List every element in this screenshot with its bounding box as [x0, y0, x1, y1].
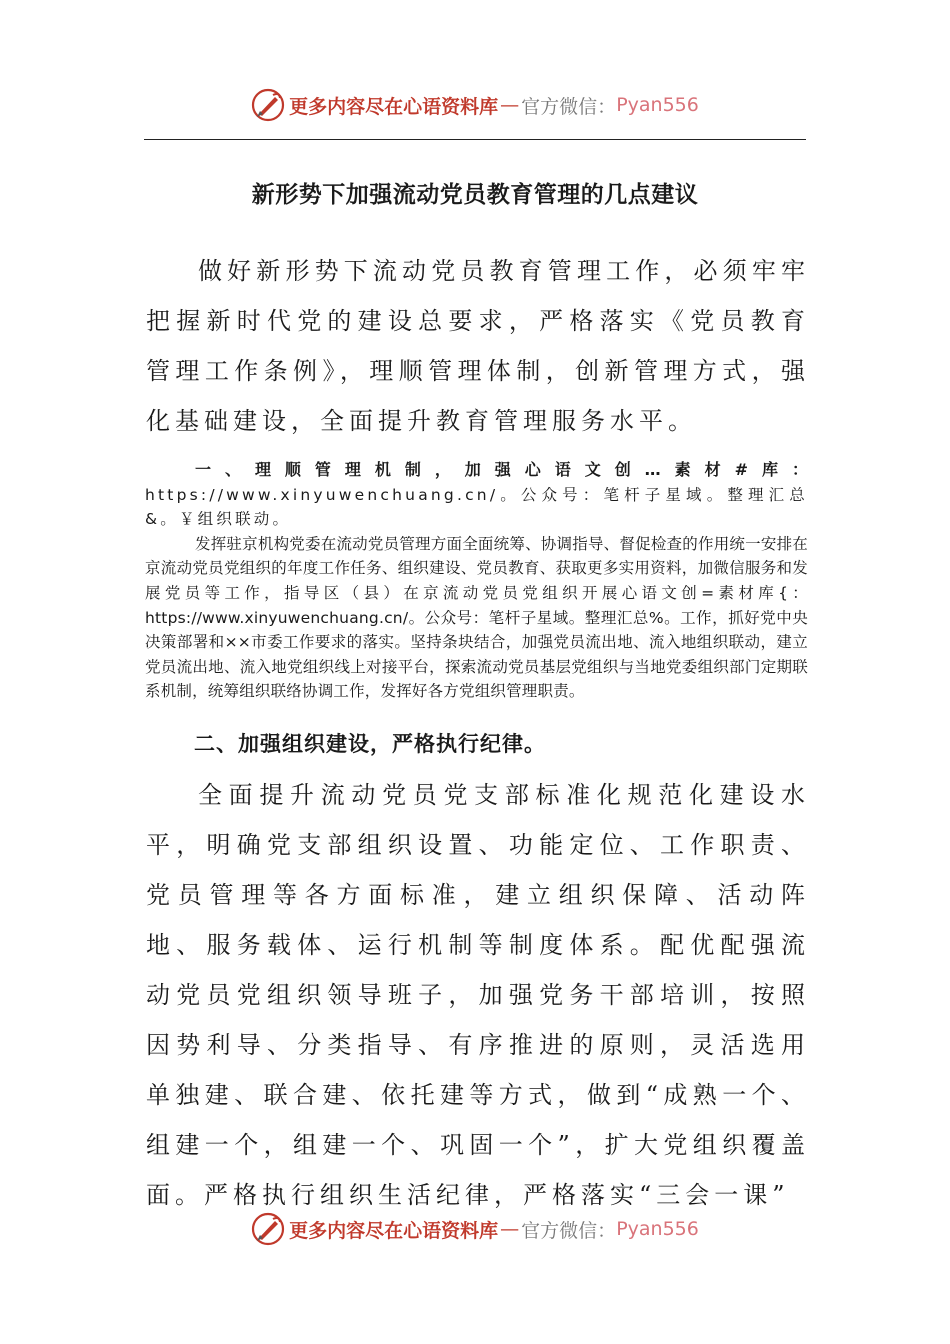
watermark-wechat-label: 官方微信： — [521, 95, 617, 118]
section-1-body: 发挥驻京机构党委在流动党员管理方面全面统筹、协调指导、督促检查的作用统一安排在京流动党员党组织的年度工作任务、组织建设、党员教育、获取更多实用资料，加微信服务和发展党员等工作，指导区（县）在京流动党员党组织开展心语文创=素材库{：https://www.xinyuwenchuang.cn/。公众号：笔杆子星域。整理汇总%。工作，抓好党中央决策部署和××市委工作要求的落实。坚持条块结合，加强党员流出地、流入地组织联动，建立党员流出地、流入地党组织线上对接平台，探索流动党员基层党组织与当地党委组织部门定期联系机制，统筹组织联络协调工作，发挥好各方党组织管理职责。 — [145, 534, 808, 701]
watermark-text: 更多内容尽在心语资料库 — [289, 1219, 499, 1242]
header-divider — [144, 139, 806, 140]
section-1-heading-line — [145, 458, 808, 532]
section-1-heading: 一、理顺管理机制，加强心语文创…素材#库： — [195, 460, 808, 479]
intro-paragraph: 做好新形势下流动党员教育管理工作，必须牢牢把握新时代党的建设总要求，严格落实《党员教育管理工作条例》，理顺管理体制，创新管理方式，强化基础建设，全面提升教育管理服务水平。 — [146, 257, 810, 435]
section-1 — [145, 458, 808, 704]
section-1-heading-tail: https://www.xinyuwenchuang.cn/。公众号：笔杆子星域。整理汇总&。￥组织联动。 — [145, 485, 808, 529]
watermark-wechat-label: 官方微信： — [521, 1219, 617, 1242]
watermark-dash: — — [500, 1218, 520, 1240]
watermark-account: Pyan556 — [616, 94, 699, 116]
pen-logo-icon — [251, 1212, 285, 1246]
section-2-heading: 二、加强组织建设，严格执行纪律。 — [194, 732, 546, 756]
document-title: 新形势下加强流动党员教育管理的几点建议 — [251, 182, 699, 208]
footer-watermark — [0, 1204, 950, 1254]
section-2-body: 全面提升流动党员党支部标准化规范化建设水平，明确党支部组织设置、功能定位、工作职责、党员管理等各方面标准，建立组织保障、活动阵地、服务载体、运行机制等制度体系。配优配强流动党员党组织领导班子，加强党务干部培训，按照因势利导、分类指导、有序推进的原则，灵活选用单独建、联合建、依托建等方式，做到“成熟一个、组建一个，组建一个、巩固一个”，扩大党组织覆盖面。严格执行组织生活纪律，严格落实“三会一课” — [146, 781, 810, 1209]
header-watermark — [0, 80, 950, 130]
watermark-dash: — — [500, 94, 520, 116]
watermark-text: 更多内容尽在心语资料库 — [289, 95, 499, 118]
pen-logo-icon — [251, 88, 285, 122]
watermark-account: Pyan556 — [616, 1218, 699, 1240]
